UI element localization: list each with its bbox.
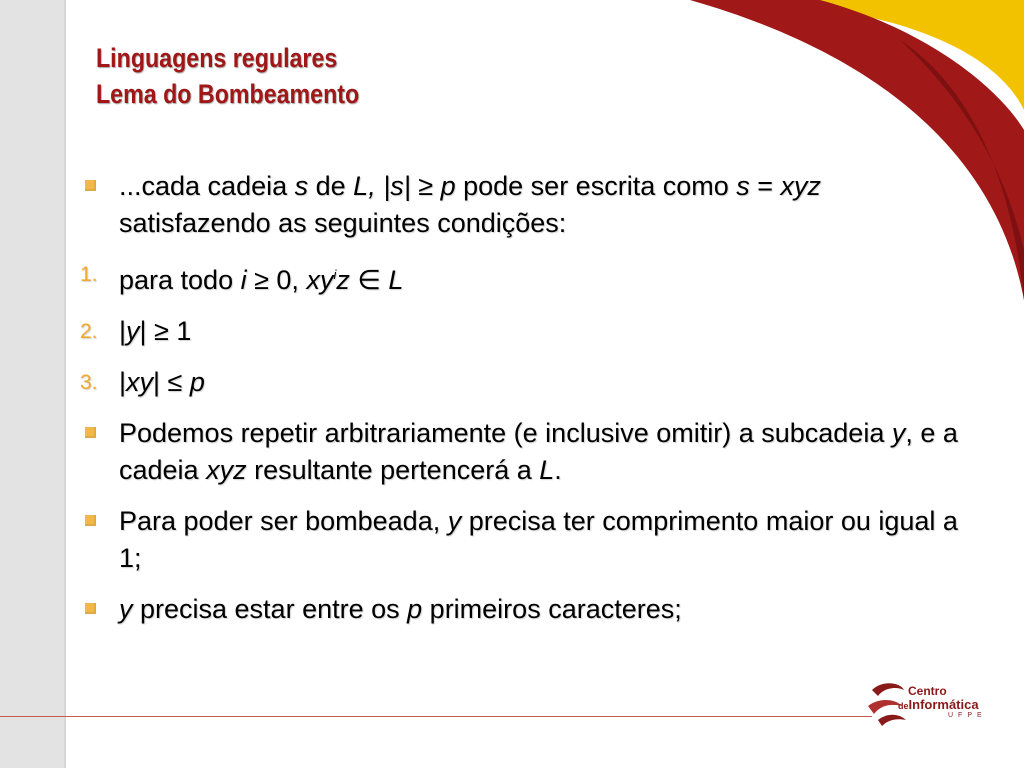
var: p	[407, 594, 423, 624]
bullet-item-3	[80, 503, 970, 577]
bullet-square-icon	[85, 180, 96, 191]
text: para todo	[119, 265, 241, 295]
text: | ≥ 1	[139, 316, 192, 346]
bullet-square-icon	[85, 603, 96, 614]
var: i	[333, 267, 337, 282]
text: =	[749, 171, 781, 201]
var: i	[240, 265, 247, 295]
text: ≥	[410, 171, 441, 201]
text: | ≤	[153, 367, 190, 397]
logo-text-de: de	[898, 701, 909, 711]
bullet-square-icon	[85, 427, 96, 438]
text: ≥ 0,	[246, 265, 307, 295]
numbered-item-1	[80, 256, 970, 299]
text: , e a cadeia	[119, 418, 958, 485]
var: y	[891, 418, 906, 448]
text: resultante pertencerá a	[246, 455, 540, 485]
var: xyz	[780, 171, 822, 201]
number-label: 1.	[80, 263, 98, 286]
footer-divider	[0, 716, 872, 717]
text: Para poder ser bombeada,	[119, 506, 448, 536]
logo-text-centro: Centro	[908, 684, 947, 698]
bullet-square-icon	[85, 515, 96, 526]
slide-title	[96, 40, 359, 112]
text: de	[308, 171, 354, 201]
number-label: 2.	[80, 320, 98, 343]
title-line-2: Lema do Bombeamento	[96, 79, 360, 109]
logo-text-ufpe: UFPE	[948, 712, 987, 719]
bullet-item-1	[80, 168, 970, 242]
var: xyz	[206, 455, 247, 485]
var: p	[440, 171, 456, 201]
var: |s|	[383, 171, 411, 201]
text: .	[554, 455, 562, 485]
var: y	[119, 594, 133, 624]
var: xy	[306, 265, 334, 295]
var: s	[294, 171, 309, 201]
text: precisa estar entre os	[132, 594, 408, 624]
var: L	[539, 455, 555, 485]
text: Podemos repetir arbitrariamente (e inclusive omitir) a subcadeia	[119, 418, 892, 448]
logo-text-informatica-word: Informática	[908, 697, 979, 712]
text: satisfazendo as seguintes condições:	[119, 208, 567, 238]
text: pode ser escrita como	[455, 171, 737, 201]
var: s	[736, 171, 750, 201]
title-line-1: Linguagens regulares	[96, 43, 338, 73]
text: |	[119, 367, 127, 397]
text: |	[119, 316, 127, 346]
text: ∈	[349, 265, 389, 295]
text: precisa ter comprimento maior ou igual a 1;	[119, 506, 958, 573]
var: z	[336, 265, 350, 295]
numbered-item-2	[80, 313, 970, 350]
var: xy	[126, 367, 154, 397]
slide-body	[80, 168, 970, 628]
var: y	[447, 506, 462, 536]
bullet-item-4	[80, 591, 970, 628]
var: L	[388, 265, 404, 295]
bullet-item-2	[80, 415, 970, 489]
numbered-item-3	[80, 364, 970, 401]
number-label: 3.	[80, 371, 98, 394]
var: L,	[353, 171, 376, 201]
text: primeiros caracteres;	[422, 594, 682, 624]
var: p	[189, 367, 205, 397]
text: ...cada cadeia	[119, 171, 295, 201]
var: y	[126, 316, 140, 346]
logo-text-informatica	[898, 697, 979, 712]
